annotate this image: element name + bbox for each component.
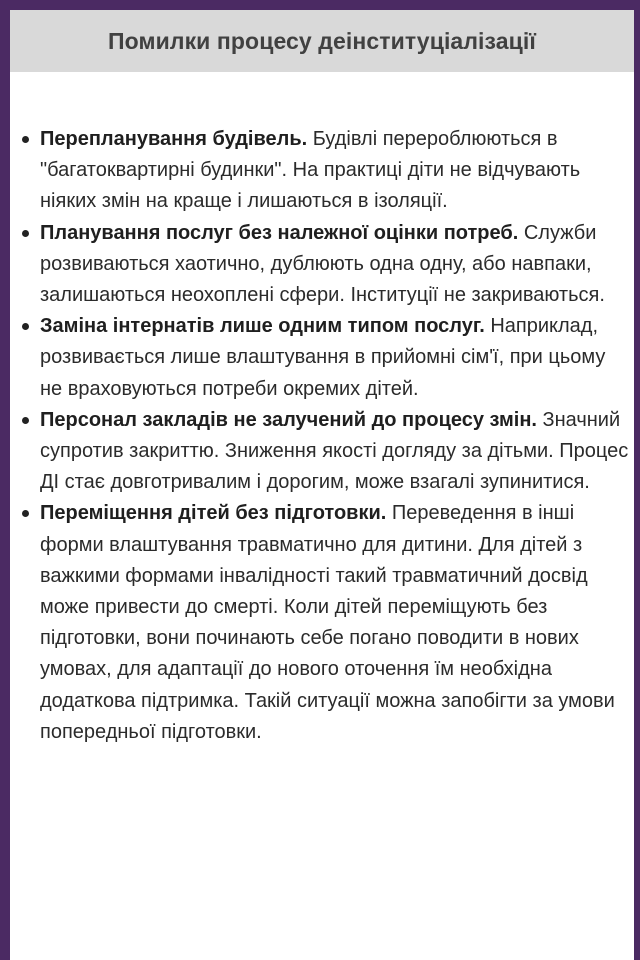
list-item xyxy=(40,124,630,218)
bullet-icon xyxy=(22,136,29,143)
bullet-icon xyxy=(22,230,29,237)
item-text: Служби розвиваються хаотично, дублюють одна одну, або навпаки, залишаються неохоплені сфери. Інституції не закриваються. xyxy=(40,221,605,307)
item-title: Персонал закладів не залучений до процесу змін. xyxy=(40,408,543,431)
item-title: Планування послуг без належної оцінки потреб. xyxy=(40,221,524,244)
content-card xyxy=(10,10,634,960)
bullet-icon xyxy=(22,510,29,517)
title-banner xyxy=(10,10,634,72)
item-text: Будівлі перероблюються в "багатоквартирні будинки". На практиці діти не відчувають ніяких змін на краще і лишаються в ізоляції. xyxy=(40,128,581,213)
bullet-icon xyxy=(22,417,29,424)
item-title: Перепланування будівель. xyxy=(40,128,313,150)
item-title: Заміна інтернатів лише одним типом послуг. xyxy=(40,315,491,338)
list-item xyxy=(40,405,630,499)
bullet-icon xyxy=(22,323,29,330)
item-text: Значний супротив закриттю. Зниження якості догляду за дітьми. Процес ДІ стає довготривалим і дорогим, може взагалі зупинитися. xyxy=(40,408,629,494)
item-text: Переведення в інші форми влаштування травматично для дитини. Для дітей з важкими формами інвалідності такий травматичний досвід може привести до смерті. Коли дітей переміщують без підготовки, вони починають себе погано поводити в нових умовах, для адаптації до нового оточення їм необхідна додаткова підтримка. Такій ситуації можна запобігти за умови попередньої підготовки. xyxy=(40,502,615,743)
list-item xyxy=(40,498,630,748)
item-text: Наприклад, розвивається лише влаштування в прийомні сім'ї, при цьому не враховуються потреби окремих дітей. xyxy=(40,315,606,400)
list-item xyxy=(40,311,630,405)
list-item xyxy=(40,218,630,312)
mistakes-list xyxy=(10,124,634,748)
item-title: Переміщення дітей без підготовки. xyxy=(40,502,392,525)
page-title: Помилки процесу деінституціалізації xyxy=(108,27,536,54)
